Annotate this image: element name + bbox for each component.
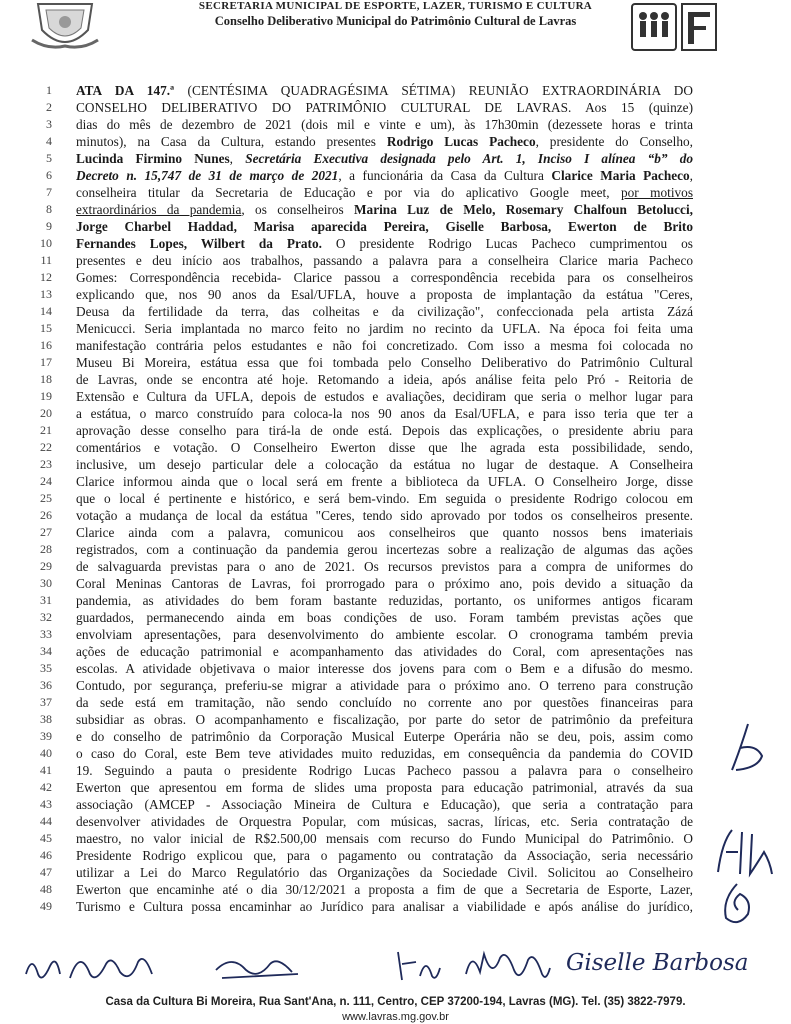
text-run: Ewerton que encaminhe até o dia 30/12/2021 a proposta a fim de que a Secretaria de Esporte, Lazer,	[76, 882, 693, 897]
text-run: Jorge Charbel Haddad, Marisa aparecida Pereira, Giselle Barbosa, Ewerton de Brito	[76, 219, 693, 234]
line-text	[76, 677, 693, 694]
line-number: 13	[40, 287, 52, 301]
line-text	[76, 133, 693, 150]
line-number: 48	[40, 882, 52, 896]
text-run: de salvaguarda previstas para o ano de 2021. Os recursos previstos para a compra de uniformes do	[76, 559, 693, 574]
text-run: CONSELHO DELIBERATIVO DO PATRIMÔNIO CULTURAL DE LAVRAS. Aos 15 (quinze)	[76, 100, 693, 115]
line-number: 41	[40, 763, 52, 777]
line-number: 9	[46, 219, 52, 233]
text-run: ,	[229, 151, 246, 166]
line-text	[76, 745, 693, 762]
text-run: Gomes: Correspondência recebida- Clarice passou a correspondência recebida para os conselheiros	[76, 270, 693, 285]
text-run: ,	[689, 168, 693, 183]
line-number: 6	[46, 168, 52, 182]
margin-initials-signature-2	[708, 822, 778, 882]
line-number: 26	[40, 508, 52, 522]
line-number: 3	[46, 117, 52, 131]
line-number: 1	[46, 83, 52, 97]
line-text	[76, 218, 693, 235]
text-run: que o local é pertinente e histórico, e será bem-vindo. Em seguida o presidente Rodrigo colocou em	[76, 491, 693, 506]
minutes-line	[0, 898, 791, 917]
text-run: manifestação contrária pelos estudantes e não foi concretizado. Com isso a mesma foi colocada no	[76, 338, 693, 353]
line-number: 36	[40, 678, 52, 692]
text-run: utilizar a Lei do Marco Regulatório das Organizações da Sociedade Civil. Solicitou ao Conselheiro	[76, 865, 693, 880]
text-run: minutos), na Casa da Cultura, estando presentes	[76, 134, 387, 149]
text-run: Presidente Rodrigo explicou que, para o pagamento ou contratação da Associação, seria necessário	[76, 848, 693, 863]
line-number: 46	[40, 848, 52, 862]
line-number: 25	[40, 491, 52, 505]
line-text	[76, 388, 693, 405]
line-number: 15	[40, 321, 52, 335]
line-number: 18	[40, 372, 52, 386]
line-number: 24	[40, 474, 52, 488]
line-text	[76, 541, 693, 558]
text-run: Lucinda Firmino Nunes	[76, 151, 230, 166]
line-number: 44	[40, 814, 52, 828]
line-text	[76, 898, 693, 915]
text-run: Fernandes Lopes, Wilbert da Prato.	[76, 236, 322, 251]
line-text	[76, 626, 693, 643]
line-text	[76, 643, 693, 660]
text-run: escolas. A atividade objetivava o maior interesse dos jovens para com o Bem e a difusão do mesmo.	[76, 661, 693, 676]
text-run: Ewerton que apresentou em forma de slides uma proposta para educação patrimonial, através da sua	[76, 780, 693, 795]
text-run: por motivos	[620, 185, 693, 200]
text-run: O presidente Rodrigo Lucas Pacheco cumprimentou os	[321, 236, 693, 251]
line-number: 14	[40, 304, 52, 318]
text-run: Clarice ainda com a palavra, comunicou aos conselheiros que quanto nossos bens imateriais	[76, 525, 693, 540]
line-text	[76, 337, 693, 354]
text-run: da sede está em tramitação, não sendo concluído no corrente ano por questões financeiras para	[76, 695, 693, 710]
text-run: de Lavras, onde se encontra até hoje. Retomando a ideia, após análise feita pelo Pró - Reitoria de	[76, 372, 693, 387]
text-run: Clarice Maria Pacheco	[551, 168, 690, 183]
line-number: 19	[40, 389, 52, 403]
heritage-council-logo-icon	[628, 2, 720, 54]
line-number: 28	[40, 542, 52, 556]
text-run: comentários e votação. O Conselheiro Ewerton disse que lhe agrada esta possibilidade, sendo,	[76, 440, 693, 455]
line-number: 31	[40, 593, 52, 607]
line-number: 20	[40, 406, 52, 420]
line-number: 30	[40, 576, 52, 590]
text-run: explicando que, nos 90 anos da Esal/UFLA, houve a proposta de implantação da estátua "Ceres,	[76, 287, 693, 302]
text-run: e do conselho de patrimônio da Corporação Musical Euterpe Operária não se deu, pois, assim como	[76, 729, 693, 744]
line-text	[76, 830, 693, 847]
text-run: pandemia, as atividades do bem foram bastante reduzidas, portanto, os uniformes antigos ficaram	[76, 593, 693, 608]
line-text	[76, 354, 693, 371]
text-run: associação (AMCEP - Associação Mineira de Cultura e Educação), que seria a contratação para	[76, 797, 693, 812]
text-run: Rodrigo Lucas Pacheco	[386, 134, 536, 149]
line-number: 43	[40, 797, 52, 811]
line-text	[76, 796, 693, 813]
line-number: 49	[40, 899, 52, 913]
line-number: 2	[46, 100, 52, 114]
text-run: conselheira titular da Secretaria de Educação e por via do aplicativo Google meet,	[76, 185, 621, 200]
text-run: Turismo e Cultura possa encaminhar ao Jurídico para analisar a viabilidade e após análise do jurídico,	[76, 899, 693, 914]
text-run: Decreto n. 15,747 de 31 de março de 2021	[76, 168, 339, 183]
text-run: envolviam apresentações, para desenvolvimento do ambiente escolar. O cronograma também previa	[76, 627, 693, 642]
line-text	[76, 660, 693, 677]
line-text	[76, 728, 693, 745]
signature-giselle-barbosa: Giselle Barbosa	[566, 950, 749, 976]
line-text	[76, 813, 693, 830]
text-run: Deusa da fertilidade da terra, das colheitas e da civilização", confeccionada pela artista Zázá	[76, 304, 693, 319]
text-run: , os conselheiros	[241, 202, 354, 217]
text-run: Menicucci. Seria implantada no marco feito no jardim no recinto da UFLA. Na época foi feita uma	[76, 321, 693, 336]
line-text	[76, 847, 693, 864]
text-run: presentes e deu início aos trabalhos, passando a palavra para a conselheira Clarice maria Pacheco	[76, 253, 693, 268]
line-number: 42	[40, 780, 52, 794]
line-number: 32	[40, 610, 52, 624]
line-text	[76, 575, 693, 592]
text-run: inclusive, um desejo particular dele a colocação da estátua no lugar de destaque. A Conselheira	[76, 457, 693, 472]
header-council-name: Conselho Deliberativo Municipal do Patrimônio Cultural de Lavras	[214, 14, 577, 28]
line-text	[76, 558, 693, 575]
line-number: 11	[40, 253, 52, 267]
text-run: aprovação desse conselho para tirá-la de onde está. Depois das explicações, o presidente abriu para	[76, 423, 693, 438]
signature-1	[20, 944, 170, 990]
text-run: 19. Seguindo a pauta o presidente Rodrigo Lucas Pacheco passou a palavra para o conselheiro	[76, 763, 693, 778]
margin-initials-signature-1	[718, 720, 778, 780]
footer-website[interactable]: www.lavras.mg.gov.br	[342, 1011, 449, 1023]
line-text	[76, 694, 693, 711]
line-number: 8	[46, 202, 52, 216]
line-number: 33	[40, 627, 52, 641]
line-text	[76, 150, 693, 167]
text-run: ações de educação patrimonial e acompanhamento das atividades do Coral, com apresentações nas	[76, 644, 693, 659]
text-run: , presidente do Conselho,	[535, 134, 693, 149]
text-run: extraordinários da pandemia	[76, 202, 242, 217]
line-text	[76, 439, 693, 456]
text-run: Contudo, por segurança, preferiu-se migrar a atividade para o próximo ano. O terreno para construção	[76, 678, 693, 693]
signature-3	[392, 946, 442, 986]
text-run: Clarice informou ainda que o local será em frente a biblioteca da UFLA. O Conselheiro Jorge, disse	[76, 474, 693, 489]
text-run: Museu Bi Moreira, estátua essa que foi tombada pelo Conselho Deliberativo do Patrimônio Cultural	[76, 355, 693, 370]
signature-2	[212, 950, 302, 986]
line-number: 7	[46, 185, 52, 199]
line-text	[76, 320, 693, 337]
line-number: 34	[40, 644, 52, 658]
line-number: 47	[40, 865, 52, 879]
line-text	[76, 235, 693, 252]
line-number: 4	[46, 134, 52, 148]
signature-4	[462, 944, 554, 988]
line-text	[76, 473, 693, 490]
line-text	[76, 711, 693, 728]
line-number: 27	[40, 525, 52, 539]
line-text	[76, 116, 693, 133]
text-run: subsidiar as obras. O acompanhamento e fiscalização, por parte do setor de patrimônio da prefeitura	[76, 712, 693, 727]
text-run: Marina Luz de Melo, Rosemary Chalfoun Betolucci,	[354, 202, 693, 217]
line-text	[76, 303, 693, 320]
footer-address: Casa da Cultura Bi Moreira, Rua Sant'Ana, n. 111, Centro, CEP 37200-194, Lavras (MG). Tel. (35) 3822-7979.	[105, 996, 686, 1008]
line-text	[76, 184, 693, 201]
text-run: dias do mês de dezembro de 2021 (dois mil e vinte e um), às 17h30min (dezessete horas e trinta	[76, 117, 693, 132]
text-run: ATA DA 147.ª	[76, 83, 175, 98]
line-text	[76, 864, 693, 881]
line-text	[76, 456, 693, 473]
text-run: Extensão e Cultura da UFLA, depois de estudos e avaliações, decidiram que seria o melhor lugar para	[76, 389, 693, 404]
margin-initials-signature-3	[712, 880, 762, 930]
line-number: 12	[40, 270, 52, 284]
text-run: registrados, com a continuação da pandemia gerou incertezas sobre a realização de algumas das ações	[76, 542, 693, 557]
text-run: maestro, no valor inicial de R$2.500,00 mensais com recurso do Fundo Municipal do Patrimônio. O	[76, 831, 693, 846]
text-run: guardados, permanecendo ainda em boas condições de uso. Foram também previstas ações que	[76, 610, 693, 625]
line-text	[76, 405, 693, 422]
line-text	[76, 99, 693, 116]
line-number: 35	[40, 661, 52, 675]
line-text	[76, 881, 693, 898]
line-number: 16	[40, 338, 52, 352]
line-number: 5	[46, 151, 52, 165]
line-number: 37	[40, 695, 52, 709]
line-number: 39	[40, 729, 52, 743]
text-run: o caso do Coral, este Bem teve atividades muito reduzidas, em consequência da pandemia do COVID	[76, 746, 693, 761]
line-text	[76, 762, 693, 779]
line-text	[76, 82, 693, 99]
line-number: 29	[40, 559, 52, 573]
line-text	[76, 609, 693, 626]
line-text	[76, 371, 693, 388]
line-number: 23	[40, 457, 52, 471]
line-text	[76, 252, 693, 269]
line-text	[76, 201, 693, 218]
line-number: 17	[40, 355, 52, 369]
line-number: 40	[40, 746, 52, 760]
line-number: 38	[40, 712, 52, 726]
line-text	[76, 524, 693, 541]
header-secretariat: SECRETARIA MUNICIPAL DE ESPORTE, LAZER, TURISMO E CULTURA	[198, 0, 593, 12]
line-text	[76, 592, 693, 609]
line-number: 45	[40, 831, 52, 845]
line-text	[76, 269, 693, 286]
line-text	[76, 167, 693, 184]
text-run: Coral Meninas Cantoras de Lavras, foi prorrogado para o próximo ano, pois devido a situação da	[76, 576, 693, 591]
text-run: Secretária Executiva designada pelo Art. 1, Inciso I alínea “b” do	[245, 151, 693, 166]
line-number: 10	[40, 236, 52, 250]
letterhead	[0, 0, 791, 62]
text-run: , a funcionária da Casa da Cultura	[338, 168, 552, 183]
line-number: 22	[40, 440, 52, 454]
line-text	[76, 422, 693, 439]
text-run: a estátua, o marco construído para coloca-la nos 90 anos da Esal/UFLA, e para isso teria que ter a	[76, 406, 693, 421]
line-text	[76, 286, 693, 303]
text-run: (CENTÉSIMA QUADRAGÉSIMA SÉTIMA) REUNIÃO EXTRAORDINÁRIA DO	[174, 83, 693, 98]
line-text	[76, 507, 693, 524]
text-run: desenvolver atividades de Orquestra Popular, com músicas, sacras, líricas, etc. Seria contratação de	[76, 814, 693, 829]
line-text	[76, 490, 693, 507]
line-text	[76, 779, 693, 796]
text-run: votação a mudança de local da estátua "Ceres, tendo sido aprovado por todos os conselheiros presente.	[76, 508, 693, 523]
line-number: 21	[40, 423, 52, 437]
